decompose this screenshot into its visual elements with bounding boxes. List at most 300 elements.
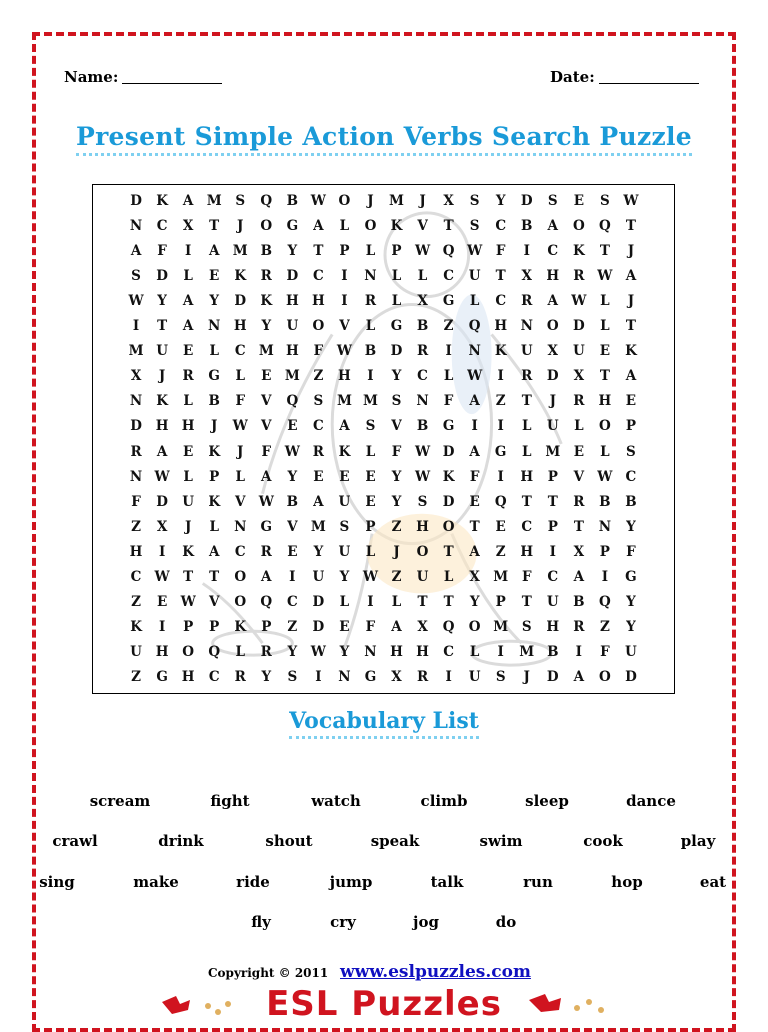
grid-letter: U (182, 493, 195, 510)
grid-letter: T (209, 569, 220, 586)
grid-letter: C (234, 343, 246, 360)
grid-letter: Y (287, 242, 298, 259)
grid-letter: R (573, 493, 585, 510)
grid-letter: A (469, 543, 480, 560)
grid-letter: N (129, 217, 143, 234)
grid-letter: D (546, 368, 559, 385)
grid-letter: E (287, 543, 298, 560)
copyright-text: Copyright © 2011 (208, 966, 329, 980)
grid-letter: C (547, 569, 559, 586)
grid-letter: O (338, 192, 351, 209)
date-label: Date: (550, 68, 595, 86)
grid-letter: B (260, 242, 272, 259)
grid-letter: R (260, 267, 272, 284)
grid-letter: J (367, 192, 374, 209)
grid-letter: E (339, 619, 350, 636)
grid-letter: C (495, 292, 507, 309)
grid-letter: S (547, 192, 558, 209)
vocabulary-word: sing (39, 873, 75, 891)
grid-letter: H (129, 543, 143, 560)
grid-letter: B (599, 493, 611, 510)
grid-letter: L (339, 217, 350, 234)
vocabulary-word: crawl (52, 832, 98, 850)
grid-letter: B (547, 644, 559, 661)
grid-letter: W (310, 192, 326, 209)
grid-letter: O (442, 518, 455, 535)
grid-letter: Q (599, 217, 611, 234)
grid-letter: D (234, 292, 247, 309)
grid-letter: V (417, 217, 428, 234)
grid-letter: W (232, 418, 248, 435)
grid-letter: T (313, 242, 324, 259)
grid-letter: W (414, 468, 431, 485)
grid-letter: D (156, 267, 168, 284)
grid-letter: W (467, 368, 483, 385)
grid-letter: C (313, 267, 324, 284)
grid-letter: V (339, 318, 350, 335)
grid-letter: V (261, 393, 272, 410)
grid-letter: H (233, 318, 247, 335)
vocabulary-row (0, 873, 768, 895)
puzzle-title: Present Simple Action Verbs Search Puzzle (76, 122, 692, 156)
word-search-grid (92, 184, 675, 694)
grid-letter: A (156, 443, 168, 460)
grid-letter: M (128, 343, 144, 360)
grid-letter: I (497, 418, 504, 435)
vocabulary-row (0, 832, 768, 854)
grid-letter: R (573, 619, 585, 636)
grid-letter: B (286, 493, 299, 510)
grid-letter: L (391, 594, 402, 611)
grid-letter: J (393, 543, 400, 560)
grid-letter: O (416, 543, 429, 560)
grid-letter: D (390, 343, 403, 360)
grid-letter: C (286, 594, 298, 611)
grid-letter: E (156, 594, 168, 611)
grid-letter: U (468, 267, 481, 284)
grid-letter: M (519, 644, 535, 661)
grid-letter: H (546, 267, 560, 284)
grid-letter: R (234, 669, 246, 686)
esl-puzzles-logo: ESL Puzzles (266, 984, 502, 1024)
grid-letter: N (129, 468, 143, 485)
vocabulary-row (0, 913, 768, 935)
letter-grid (97, 188, 670, 690)
vocabulary-word: dance (626, 792, 676, 810)
grid-letter: D (625, 669, 637, 686)
grid-letter: T (599, 368, 610, 385)
grid-letter: N (520, 318, 533, 335)
grid-letter: J (627, 242, 635, 259)
vocabulary-word: cry (330, 913, 356, 931)
grid-letter: W (258, 493, 274, 510)
grid-letter: M (232, 242, 248, 259)
grid-letter: R (416, 343, 429, 360)
grid-letter: U (286, 318, 299, 335)
grid-letter: Y (157, 292, 167, 309)
grid-letter: Q (442, 242, 455, 259)
grid-letter: W (414, 242, 431, 259)
grid-letter: Y (391, 468, 402, 485)
grid-letter: B (416, 418, 429, 435)
grid-letter: Y (313, 543, 324, 560)
grid-letter: P (547, 468, 558, 485)
grid-letter: S (469, 217, 480, 234)
grid-letter: F (313, 343, 324, 360)
grid-letter: Y (469, 594, 480, 611)
vocabulary-word: cook (583, 832, 623, 850)
grid-letter: O (468, 619, 481, 636)
grid-letter: V (573, 468, 585, 485)
grid-letter: Z (495, 393, 506, 410)
grid-letter: U (546, 418, 559, 435)
grid-letter: A (625, 267, 637, 284)
grid-letter: R (260, 644, 272, 661)
grid-letter: G (442, 418, 455, 435)
grid-letter: B (573, 594, 585, 611)
grid-letter: W (597, 468, 613, 485)
grid-letter: F (131, 493, 141, 510)
grid-letter: X (417, 292, 428, 309)
grid-letter: J (627, 292, 635, 309)
grid-letter: K (494, 343, 507, 360)
grid-letter: W (284, 443, 300, 460)
grid-letter: L (183, 393, 193, 410)
grid-letter: M (284, 368, 300, 385)
grid-letter: N (208, 318, 221, 335)
grid-letter: Q (494, 493, 507, 510)
grid-letter: G (286, 217, 299, 234)
grid-letter: A (182, 292, 194, 309)
grid-letter: Q (442, 619, 455, 636)
grid-letter: S (417, 493, 428, 510)
grid-letter: X (443, 192, 454, 209)
grid-letter: O (234, 569, 247, 586)
grid-letter: F (469, 468, 480, 485)
grid-letter: V (287, 518, 298, 535)
vocabulary-word: watch (311, 792, 361, 810)
grid-letter: F (391, 443, 402, 460)
grid-letter: D (130, 418, 142, 435)
grid-letter: L (235, 368, 245, 385)
grid-letter: O (234, 594, 247, 611)
grid-letter: W (154, 468, 170, 485)
grid-letter: P (365, 518, 376, 535)
grid-letter: H (285, 292, 299, 309)
grid-letter: K (572, 242, 585, 259)
grid-letter: H (338, 368, 351, 385)
grid-letter: L (600, 318, 610, 335)
grid-letter: W (154, 569, 170, 586)
grid-letter: S (339, 518, 350, 535)
grid-letter: A (547, 217, 559, 234)
grid-letter: M (493, 569, 509, 586)
grid-letter: N (234, 518, 247, 535)
grid-letter: E (365, 493, 376, 510)
grid-letter: L (209, 518, 219, 535)
grid-letter: E (625, 393, 637, 410)
grid-letter: A (625, 368, 637, 385)
grid-letter: P (183, 619, 194, 636)
grid-letter: K (208, 493, 221, 510)
grid-letter: D (442, 443, 455, 460)
grid-letter: L (365, 443, 376, 460)
grid-letter: J (419, 192, 426, 209)
grid-letter: L (600, 292, 610, 309)
grid-letter: Y (391, 368, 402, 385)
grid-letter: I (158, 543, 166, 560)
grid-letter: H (390, 644, 403, 661)
grid-letter: I (315, 669, 322, 686)
grid-letter: F (443, 393, 454, 410)
grid-letter: N (364, 644, 377, 661)
grid-letter: U (468, 669, 481, 686)
grid-letter: D (546, 669, 559, 686)
grid-letter: P (261, 619, 272, 636)
grid-letter: H (494, 318, 508, 335)
grid-letter: Q (260, 594, 273, 611)
grid-letter: H (155, 644, 169, 661)
grid-letter: K (625, 343, 637, 360)
grid-letter: M (493, 619, 509, 636)
grid-letter: S (313, 393, 324, 410)
grid-letter: H (312, 292, 325, 309)
grid-letter: H (285, 343, 299, 360)
grid-letter: A (547, 292, 559, 309)
grid-letter: O (599, 418, 611, 435)
vocabulary-word: shout (265, 832, 313, 850)
website-link[interactable]: www.eslpuzzles.com (340, 962, 531, 982)
grid-letter: I (341, 292, 348, 309)
grid-letter: Z (287, 619, 298, 636)
grid-letter: A (339, 418, 350, 435)
grid-letter: S (391, 393, 402, 410)
grid-letter: B (521, 217, 533, 234)
grid-letter: R (182, 368, 194, 385)
grid-letter: F (626, 543, 636, 560)
grid-letter: W (180, 594, 196, 611)
grid-letter: K (234, 267, 247, 284)
grid-letter: E (573, 192, 584, 209)
grid-letter: T (625, 217, 636, 234)
grid-letter: R (573, 393, 585, 410)
grid-letter: Y (339, 569, 350, 586)
grid-letter: V (208, 594, 220, 611)
grid-letter: I (341, 267, 348, 284)
grid-letter: J (158, 368, 166, 385)
vocabulary-word: do (495, 913, 517, 931)
grid-letter: K (442, 468, 455, 485)
grid-letter: I (158, 619, 166, 636)
grid-letter: X (469, 569, 480, 586)
grid-letter: C (313, 418, 324, 435)
grid-letter: U (130, 644, 142, 661)
grid-letter: I (367, 368, 374, 385)
grid-letter: Y (261, 669, 272, 686)
vocabulary-word: ride (236, 873, 270, 891)
grid-letter: Y (287, 468, 298, 485)
grid-letter: T (573, 518, 584, 535)
grid-letter: E (287, 418, 298, 435)
grid-letter: B (364, 343, 377, 360)
grid-letter: Y (391, 493, 402, 510)
grid-letter: A (573, 669, 585, 686)
grid-letter: R (416, 669, 429, 686)
grid-letter: U (625, 644, 637, 661)
grid-letter: P (547, 518, 558, 535)
grid-letter: L (469, 644, 480, 661)
grid-letter: T (547, 493, 558, 510)
grid-letter: U (338, 493, 351, 510)
grid-letter: K (260, 292, 273, 309)
grid-letter: I (445, 343, 452, 360)
grid-letter: H (520, 543, 534, 560)
grid-letter: I (184, 242, 192, 259)
grid-letter: Z (599, 619, 610, 636)
grid-letter: Z (391, 518, 402, 535)
grid-letter: O (260, 217, 273, 234)
grid-letter: D (520, 192, 533, 209)
grid-letter: X (417, 619, 428, 636)
grid-letter: T (443, 594, 454, 611)
grid-letter: X (182, 217, 194, 234)
grid-letter: W (467, 242, 483, 259)
grid-letter: R (130, 443, 142, 460)
vocabulary-title: Vocabulary List (289, 708, 479, 739)
grid-letter: J (549, 393, 556, 410)
grid-letter: P (209, 468, 220, 485)
grid-letter: L (600, 443, 610, 460)
grid-letter: W (597, 267, 613, 284)
grid-letter: I (523, 242, 530, 259)
grid-letter: E (573, 443, 584, 460)
grid-letter: W (362, 569, 379, 586)
grid-letter: J (237, 217, 244, 234)
grid-letter: P (391, 242, 402, 259)
grid-letter: T (495, 267, 506, 284)
grid-letter: H (598, 393, 612, 410)
grid-letter: P (339, 242, 350, 259)
grid-letter: E (183, 443, 194, 460)
grid-letter: C (495, 217, 507, 234)
grid-letter: D (286, 267, 299, 284)
vocabulary-word: eat (699, 873, 727, 891)
grid-letter: K (156, 393, 168, 410)
grid-letter: M (389, 192, 404, 209)
grid-letter: K (208, 443, 221, 460)
grid-letter: L (469, 292, 480, 309)
grid-letter: W (310, 644, 326, 661)
grid-letter: G (260, 518, 273, 535)
grid-letter: X (391, 669, 402, 686)
grid-letter: N (364, 267, 377, 284)
grid-letter: J (237, 443, 244, 460)
grid-letter: I (445, 669, 452, 686)
grid-letter: A (182, 318, 194, 335)
grid-letter: N (338, 669, 351, 686)
grid-letter: Y (339, 644, 350, 661)
grid-letter: E (209, 267, 220, 284)
grid-letter: H (416, 644, 429, 661)
grid-letter: S (469, 192, 480, 209)
grid-letter: O (546, 318, 559, 335)
vocabulary-word: talk (430, 873, 464, 891)
grid-letter: A (261, 569, 272, 586)
grid-letter: N (468, 343, 481, 360)
grid-letter: Y (261, 318, 272, 335)
grid-letter: K (182, 543, 195, 560)
grid-letter: S (495, 669, 506, 686)
grid-letter: R (364, 292, 377, 309)
grid-letter: L (183, 267, 193, 284)
vocabulary-word: jump (329, 873, 373, 891)
grid-letter: E (339, 468, 350, 485)
grid-letter: Y (495, 192, 506, 209)
grid-letter: S (626, 443, 636, 460)
vocabulary-word: make (133, 873, 179, 891)
grid-letter: D (130, 192, 142, 209)
grid-letter: Q (260, 192, 273, 209)
grid-letter: G (156, 669, 168, 686)
grid-letter: S (131, 267, 141, 284)
grid-letter: A (313, 217, 324, 234)
grid-letter: L (391, 292, 402, 309)
grid-letter: X (573, 543, 585, 560)
grid-letter: D (312, 594, 325, 611)
grid-letter: W (623, 192, 639, 209)
grid-letter: A (208, 242, 220, 259)
grid-letter: L (365, 543, 376, 560)
grid-letter: G (494, 443, 507, 460)
grid-letter: W (336, 343, 353, 360)
grid-letter: K (130, 619, 142, 636)
grid-letter: U (520, 343, 533, 360)
grid-letter: N (598, 518, 612, 535)
grid-letter: A (261, 468, 272, 485)
grid-letter: L (443, 569, 454, 586)
grid-letter: C (443, 267, 454, 284)
vocabulary-word: speak (370, 832, 420, 850)
grid-letter: K (390, 217, 403, 234)
grid-letter: Y (209, 292, 220, 309)
grid-letter: G (390, 318, 403, 335)
grid-letter: I (601, 569, 609, 586)
grid-letter: T (625, 318, 636, 335)
grid-letter: N (416, 393, 429, 410)
grid-letter: L (391, 267, 402, 284)
grid-letter: C (443, 644, 454, 661)
grid-letter: U (572, 343, 585, 360)
vocabulary-word: swim (479, 832, 523, 850)
grid-letter: A (313, 493, 324, 510)
grid-letter: B (625, 493, 637, 510)
grid-letter: G (208, 368, 220, 385)
grid-letter: A (182, 192, 194, 209)
grid-letter: P (495, 594, 506, 611)
grid-letter: I (289, 569, 296, 586)
grid-letter: J (184, 518, 192, 535)
grid-letter: O (572, 217, 585, 234)
grid-letter: Z (131, 669, 141, 686)
grid-letter: T (469, 518, 480, 535)
grid-letter: C (417, 368, 428, 385)
grid-letter: I (497, 468, 504, 485)
grid-letter: O (182, 644, 195, 661)
grid-letter: U (156, 343, 168, 360)
vocabulary-word: drink (158, 832, 204, 850)
grid-letter: M (362, 393, 378, 410)
grid-letter: W (414, 443, 431, 460)
